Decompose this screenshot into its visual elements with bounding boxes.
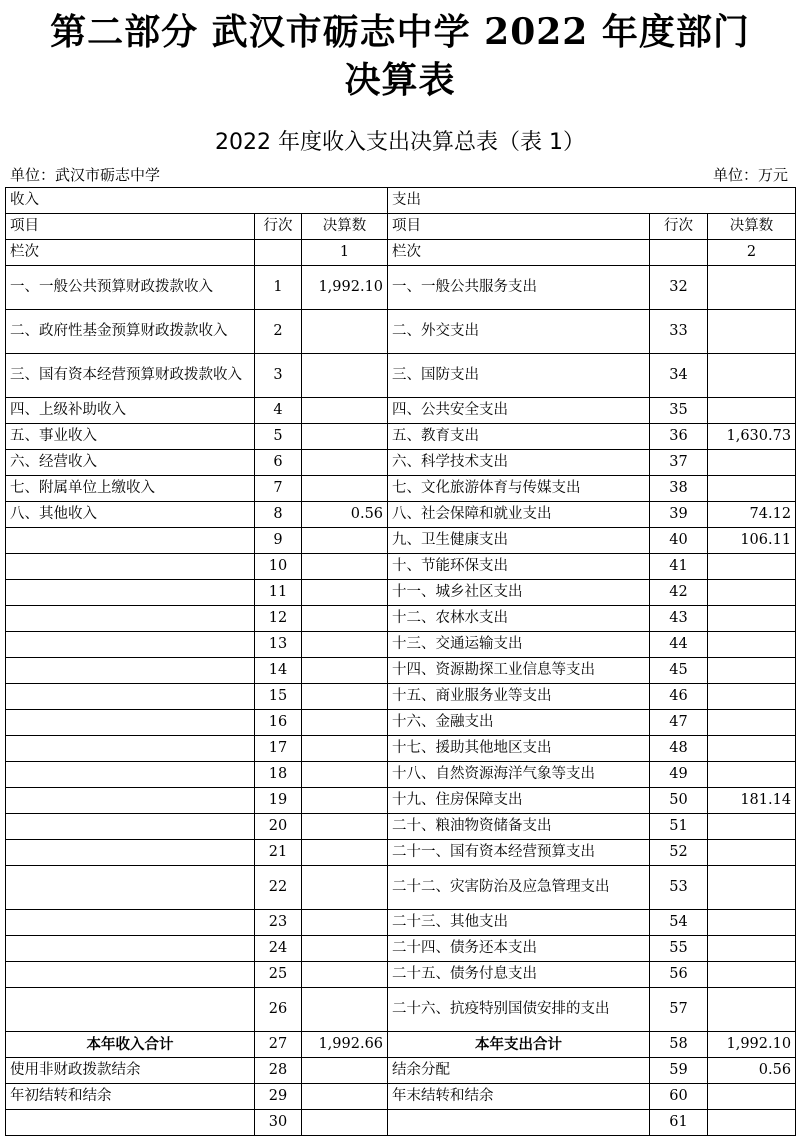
total-row xyxy=(6,1032,796,1058)
expense-amount: 0.56 xyxy=(708,1058,796,1084)
expense-line-number: 32 xyxy=(650,266,708,310)
expense-item: 八、社会保障和就业支出 xyxy=(388,502,650,528)
expense-line-header: 行次 xyxy=(650,214,708,240)
expense-line-number: 47 xyxy=(650,710,708,736)
table-row xyxy=(6,528,796,554)
income-line-number: 16 xyxy=(255,710,302,736)
expense-amount xyxy=(708,962,796,988)
income-amount xyxy=(302,1110,388,1136)
expense-amount xyxy=(708,476,796,502)
income-line-number: 26 xyxy=(255,988,302,1032)
expense-line-number: 50 xyxy=(650,788,708,814)
income-line-number: 13 xyxy=(255,632,302,658)
income-amount xyxy=(302,1058,388,1084)
expense-amount xyxy=(708,266,796,310)
expense-item: 二十三、其他支出 xyxy=(388,910,650,936)
expense-item: 二十、粮油物资储备支出 xyxy=(388,814,650,840)
income-amount: 1,992.10 xyxy=(302,266,388,310)
expense-item: 六、科学技术支出 xyxy=(388,450,650,476)
income-item xyxy=(6,866,255,910)
expense-line-number: 37 xyxy=(650,450,708,476)
income-item xyxy=(6,632,255,658)
expense-line-number: 43 xyxy=(650,606,708,632)
income-amount xyxy=(302,398,388,424)
expense-item: 十、节能环保支出 xyxy=(388,554,650,580)
expense-amount: 106.11 xyxy=(708,528,796,554)
expense-amount xyxy=(708,910,796,936)
income-item xyxy=(6,762,255,788)
expense-amount xyxy=(708,866,796,910)
income-line-number: 6 xyxy=(255,450,302,476)
table-row xyxy=(6,476,796,502)
table-row xyxy=(6,580,796,606)
expense-amount: 181.14 xyxy=(708,788,796,814)
income-amount xyxy=(302,528,388,554)
expense-item: 十五、商业服务业等支出 xyxy=(388,684,650,710)
income-line-number: 27 xyxy=(255,1032,302,1058)
income-line-number: 23 xyxy=(255,910,302,936)
income-line-number: 8 xyxy=(255,502,302,528)
expense-item: 二十一、国有资本经营预算支出 xyxy=(388,840,650,866)
expense-line-number: 54 xyxy=(650,910,708,936)
income-line-number: 20 xyxy=(255,814,302,840)
column-order-row xyxy=(6,240,796,266)
expense-amount: 1,992.10 xyxy=(708,1032,796,1058)
income-amount xyxy=(302,606,388,632)
table-row xyxy=(6,658,796,684)
title-line-1: 第二部分 武汉市砺志中学 2022 年度部门 xyxy=(50,11,750,53)
expense-line-number: 42 xyxy=(650,580,708,606)
table-row xyxy=(6,988,796,1032)
income-line-number: 15 xyxy=(255,684,302,710)
unit-currency: 单位：万元 xyxy=(712,166,788,184)
expense-line-number: 46 xyxy=(650,684,708,710)
expense-item: 十一、城乡社区支出 xyxy=(388,580,650,606)
table-row xyxy=(6,910,796,936)
expense-amount xyxy=(708,814,796,840)
income-item xyxy=(6,736,255,762)
expense-amount xyxy=(708,606,796,632)
expense-amount xyxy=(708,354,796,398)
expense-order-label: 栏次 xyxy=(388,240,650,266)
expense-amount xyxy=(708,554,796,580)
table-row xyxy=(6,450,796,476)
income-amount xyxy=(302,354,388,398)
income-item xyxy=(6,962,255,988)
expense-amount xyxy=(708,1084,796,1110)
income-amount: 1,992.66 xyxy=(302,1032,388,1058)
table-row xyxy=(6,554,796,580)
income-item: 一、一般公共预算财政拨款收入 xyxy=(6,266,255,310)
expense-line-number: 49 xyxy=(650,762,708,788)
income-amount xyxy=(302,814,388,840)
income-line-number: 9 xyxy=(255,528,302,554)
income-amount: 0.56 xyxy=(302,502,388,528)
income-item xyxy=(6,988,255,1032)
table-row xyxy=(6,632,796,658)
income-item xyxy=(6,788,255,814)
income-item xyxy=(6,580,255,606)
income-expense-table xyxy=(5,187,796,1136)
income-amount xyxy=(302,936,388,962)
document-title xyxy=(0,8,800,104)
expense-item: 九、卫生健康支出 xyxy=(388,528,650,554)
table-row xyxy=(6,762,796,788)
expense-line-number: 61 xyxy=(650,1110,708,1136)
income-amount xyxy=(302,962,388,988)
income-section-label: 收入 xyxy=(6,188,388,214)
table-row xyxy=(6,502,796,528)
income-item xyxy=(6,658,255,684)
expense-line-number: 48 xyxy=(650,736,708,762)
expense-line-number: 53 xyxy=(650,866,708,910)
balance-row xyxy=(6,1110,796,1136)
expense-item: 二十二、灾害防治及应急管理支出 xyxy=(388,866,650,910)
expense-item: 年末结转和结余 xyxy=(388,1084,650,1110)
expense-line-number: 59 xyxy=(650,1058,708,1084)
income-line-number: 22 xyxy=(255,866,302,910)
income-order-number: 1 xyxy=(302,240,388,266)
expense-line-number: 56 xyxy=(650,962,708,988)
table-row xyxy=(6,606,796,632)
expense-amount: 1,630.73 xyxy=(708,424,796,450)
income-item xyxy=(6,1110,255,1136)
income-amount xyxy=(302,710,388,736)
section-header-row xyxy=(6,188,796,214)
expense-item: 二十五、债务付息支出 xyxy=(388,962,650,988)
income-amount xyxy=(302,840,388,866)
expense-item: 二、外交支出 xyxy=(388,310,650,354)
income-line-number: 21 xyxy=(255,840,302,866)
table-title: 2022 年度收入支出决算总表（表 1） xyxy=(215,130,585,155)
income-amount xyxy=(302,762,388,788)
table-row xyxy=(6,736,796,762)
table-row xyxy=(6,310,796,354)
income-amount xyxy=(302,910,388,936)
income-amount-header: 决算数 xyxy=(302,214,388,240)
expense-amount-header: 决算数 xyxy=(708,214,796,240)
income-amount xyxy=(302,788,388,814)
expense-item-header: 项目 xyxy=(388,214,650,240)
expense-line-number: 60 xyxy=(650,1084,708,1110)
expense-amount xyxy=(708,710,796,736)
expense-amount xyxy=(708,840,796,866)
income-order-blank xyxy=(255,240,302,266)
income-amount xyxy=(302,554,388,580)
income-item xyxy=(6,840,255,866)
expense-line-number: 57 xyxy=(650,988,708,1032)
expense-item: 十三、交通运输支出 xyxy=(388,632,650,658)
expense-amount xyxy=(708,988,796,1032)
income-line-number: 11 xyxy=(255,580,302,606)
expense-item: 十八、自然资源海洋气象等支出 xyxy=(388,762,650,788)
income-item xyxy=(6,528,255,554)
income-line-number: 19 xyxy=(255,788,302,814)
income-item: 使用非财政拨款结余 xyxy=(6,1058,255,1084)
income-order-label: 栏次 xyxy=(6,240,255,266)
expense-line-number: 36 xyxy=(650,424,708,450)
income-item: 本年收入合计 xyxy=(6,1032,255,1058)
income-item xyxy=(6,814,255,840)
expense-amount xyxy=(708,684,796,710)
expense-amount xyxy=(708,580,796,606)
income-item: 五、事业收入 xyxy=(6,424,255,450)
expense-line-number: 52 xyxy=(650,840,708,866)
table-row xyxy=(6,840,796,866)
expense-item: 四、公共安全支出 xyxy=(388,398,650,424)
table-row xyxy=(6,936,796,962)
expense-line-number: 33 xyxy=(650,310,708,354)
expense-amount xyxy=(708,450,796,476)
expense-line-number: 38 xyxy=(650,476,708,502)
income-line-number: 2 xyxy=(255,310,302,354)
expense-amount xyxy=(708,658,796,684)
expense-line-number: 35 xyxy=(650,398,708,424)
income-amount xyxy=(302,658,388,684)
expense-item: 十六、金融支出 xyxy=(388,710,650,736)
expense-line-number: 39 xyxy=(650,502,708,528)
income-amount xyxy=(302,580,388,606)
expense-amount xyxy=(708,736,796,762)
table-row xyxy=(6,266,796,310)
income-amount xyxy=(302,866,388,910)
income-line-number: 5 xyxy=(255,424,302,450)
expense-amount xyxy=(708,398,796,424)
expense-item: 二十四、债务还本支出 xyxy=(388,936,650,962)
expense-line-number: 58 xyxy=(650,1032,708,1058)
income-item xyxy=(6,606,255,632)
expense-line-number: 41 xyxy=(650,554,708,580)
table-row xyxy=(6,424,796,450)
income-amount xyxy=(302,988,388,1032)
expense-item xyxy=(388,1110,650,1136)
income-line-number: 4 xyxy=(255,398,302,424)
income-amount xyxy=(302,1084,388,1110)
income-line-number: 1 xyxy=(255,266,302,310)
expense-section-label: 支出 xyxy=(388,188,796,214)
expense-item: 结余分配 xyxy=(388,1058,650,1084)
income-item: 四、上级补助收入 xyxy=(6,398,255,424)
expense-line-number: 40 xyxy=(650,528,708,554)
income-line-number: 18 xyxy=(255,762,302,788)
income-amount xyxy=(302,450,388,476)
income-line-number: 25 xyxy=(255,962,302,988)
table-row xyxy=(6,398,796,424)
expense-line-number: 34 xyxy=(650,354,708,398)
expense-amount xyxy=(708,1110,796,1136)
expense-item: 本年支出合计 xyxy=(388,1032,650,1058)
expense-amount xyxy=(708,310,796,354)
table-row xyxy=(6,354,796,398)
expense-line-number: 44 xyxy=(650,632,708,658)
expense-item: 三、国防支出 xyxy=(388,354,650,398)
income-amount xyxy=(302,736,388,762)
income-item: 三、国有资本经营预算财政拨款收入 xyxy=(6,354,255,398)
balance-row xyxy=(6,1058,796,1084)
expense-line-number: 45 xyxy=(650,658,708,684)
income-line-number: 29 xyxy=(255,1084,302,1110)
income-item xyxy=(6,554,255,580)
expense-item: 十九、住房保障支出 xyxy=(388,788,650,814)
table-row xyxy=(6,788,796,814)
expense-line-number: 51 xyxy=(650,814,708,840)
income-amount xyxy=(302,424,388,450)
income-amount xyxy=(302,632,388,658)
expense-order-number: 2 xyxy=(708,240,796,266)
expense-item: 十二、农林水支出 xyxy=(388,606,650,632)
income-item xyxy=(6,684,255,710)
unit-organization: 单位：武汉市砺志中学 xyxy=(10,166,161,184)
expense-item: 十七、援助其他地区支出 xyxy=(388,736,650,762)
income-item: 七、附属单位上缴收入 xyxy=(6,476,255,502)
income-item: 年初结转和结余 xyxy=(6,1084,255,1110)
income-line-number: 17 xyxy=(255,736,302,762)
expense-amount xyxy=(708,936,796,962)
balance-row xyxy=(6,1084,796,1110)
expense-amount xyxy=(708,762,796,788)
income-item: 二、政府性基金预算财政拨款收入 xyxy=(6,310,255,354)
expense-item: 二十六、抗疫特别国债安排的支出 xyxy=(388,988,650,1032)
expense-line-number: 55 xyxy=(650,936,708,962)
expense-order-blank xyxy=(650,240,708,266)
income-line-number: 30 xyxy=(255,1110,302,1136)
table-row xyxy=(6,866,796,910)
title-line-2: 决算表 xyxy=(344,59,456,101)
column-header-row xyxy=(6,214,796,240)
income-item xyxy=(6,710,255,736)
income-line-number: 7 xyxy=(255,476,302,502)
expense-item: 一、一般公共服务支出 xyxy=(388,266,650,310)
table-row xyxy=(6,814,796,840)
expense-item: 十四、资源勘探工业信息等支出 xyxy=(388,658,650,684)
income-item xyxy=(6,910,255,936)
income-amount xyxy=(302,310,388,354)
income-line-number: 28 xyxy=(255,1058,302,1084)
income-line-number: 14 xyxy=(255,658,302,684)
expense-item: 五、教育支出 xyxy=(388,424,650,450)
income-item: 八、其他收入 xyxy=(6,502,255,528)
income-line-number: 12 xyxy=(255,606,302,632)
expense-amount: 74.12 xyxy=(708,502,796,528)
income-item-header: 项目 xyxy=(6,214,255,240)
expense-amount xyxy=(708,632,796,658)
income-line-number: 24 xyxy=(255,936,302,962)
income-line-number: 3 xyxy=(255,354,302,398)
income-line-number: 10 xyxy=(255,554,302,580)
income-amount xyxy=(302,476,388,502)
income-item: 六、经营收入 xyxy=(6,450,255,476)
income-line-header: 行次 xyxy=(255,214,302,240)
table-body xyxy=(6,188,796,1136)
table-row xyxy=(6,710,796,736)
expense-item: 七、文化旅游体育与传媒支出 xyxy=(388,476,650,502)
income-amount xyxy=(302,684,388,710)
table-row xyxy=(6,962,796,988)
income-item xyxy=(6,936,255,962)
table-row xyxy=(6,684,796,710)
